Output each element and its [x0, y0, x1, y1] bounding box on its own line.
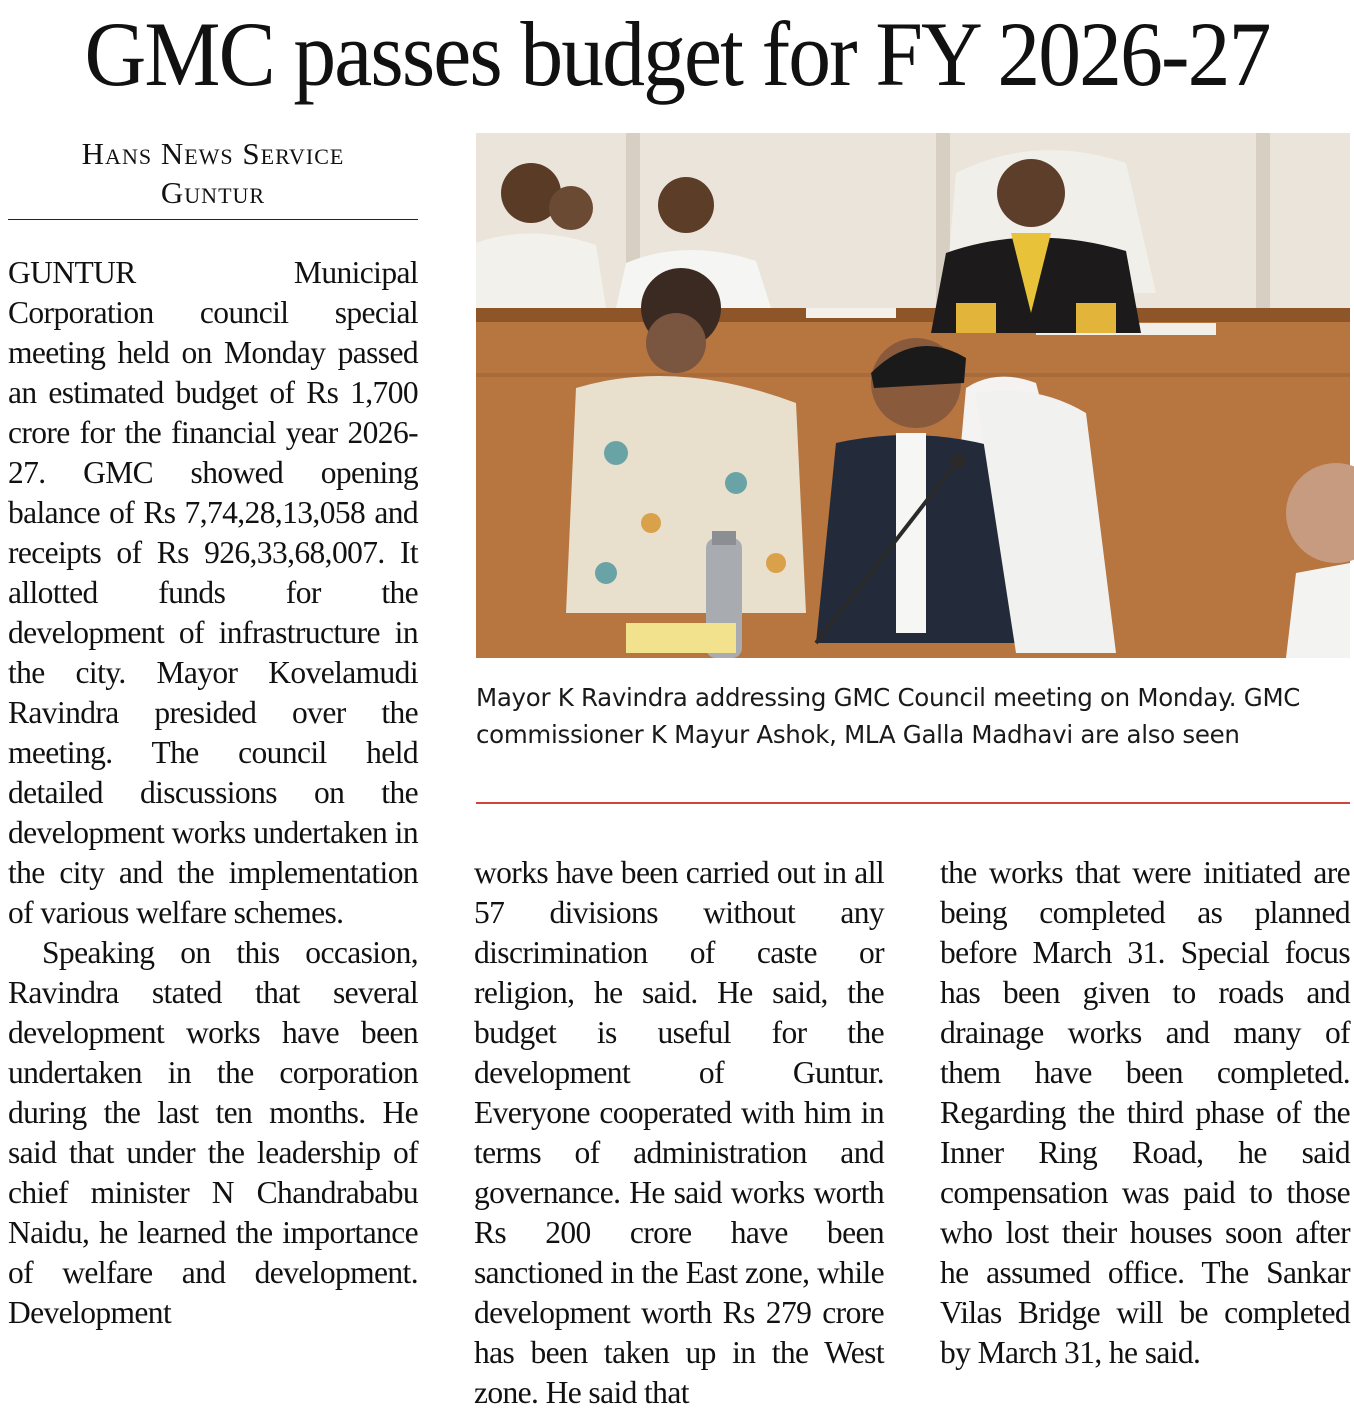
caption-divider: [476, 802, 1350, 804]
byline-source: Hans News Service: [81, 136, 345, 171]
photo-caption: Mayor K Ravindra addressing GMC Council meeting on Monday. GMC commissioner K Mayur Ashok, MLA Galla Madhavi are also seen: [476, 683, 1301, 749]
article-column-1: [8, 253, 418, 1370]
byline: [8, 134, 418, 212]
article-paragraph-1: GUNTUR Municipal Corporation council special meeting held on Monday passed an estimated budget of Rs 1,700 crore for the financial year 2026-27. GMC showed opening balance of Rs 7,74,28,13,058 and receipts of Rs 926,33,68,007. It allotted funds for the development of infrastructure in the city. Mayor Kovelamudi Ravindra presided over the meeting. The council held detailed discussions on the development works undertaken in the city and the implementation of various welfare schemes.: [8, 255, 418, 930]
article-column-2: [474, 853, 884, 1410]
article-column-3: [940, 853, 1350, 1370]
article-headline: GMC passes budget for FY 2026-27: [84, 3, 1270, 105]
byline-divider: [8, 219, 418, 220]
article-paragraph-2: Speaking on this occasion, Ravindra stated that several development works have been undertaken in the corporation during the last ten months. He said that under the leadership of chief minister N Chandrababu Naidu, he learned the importance of welfare and development. Development: [8, 935, 418, 1330]
council-meeting-photo: [476, 133, 1350, 658]
byline-dateline: Guntur: [160, 175, 266, 210]
article-paragraph-4: the works that were initiated are being completed as planned before March 31. Special focus has been given to roads and drainage works and many of them have been completed. Regarding the third phase of the Inner Ring Road, he said compensation was paid to those who lost their houses soon after he assumed office. The Sankar Vilas Bridge will be completed by March 31, he said.: [940, 855, 1350, 1370]
article-paragraph-3: works have been carried out in all 57 divisions without any discrimination of caste or religion, he said. He said, the budget is useful for the development of Guntur. Everyone cooperated with him in terms of administration and governance. He said works worth Rs 200 crore have been sanctioned in the East zone, while development worth Rs 279 crore has been taken up in the West zone. He said that: [474, 855, 884, 1410]
